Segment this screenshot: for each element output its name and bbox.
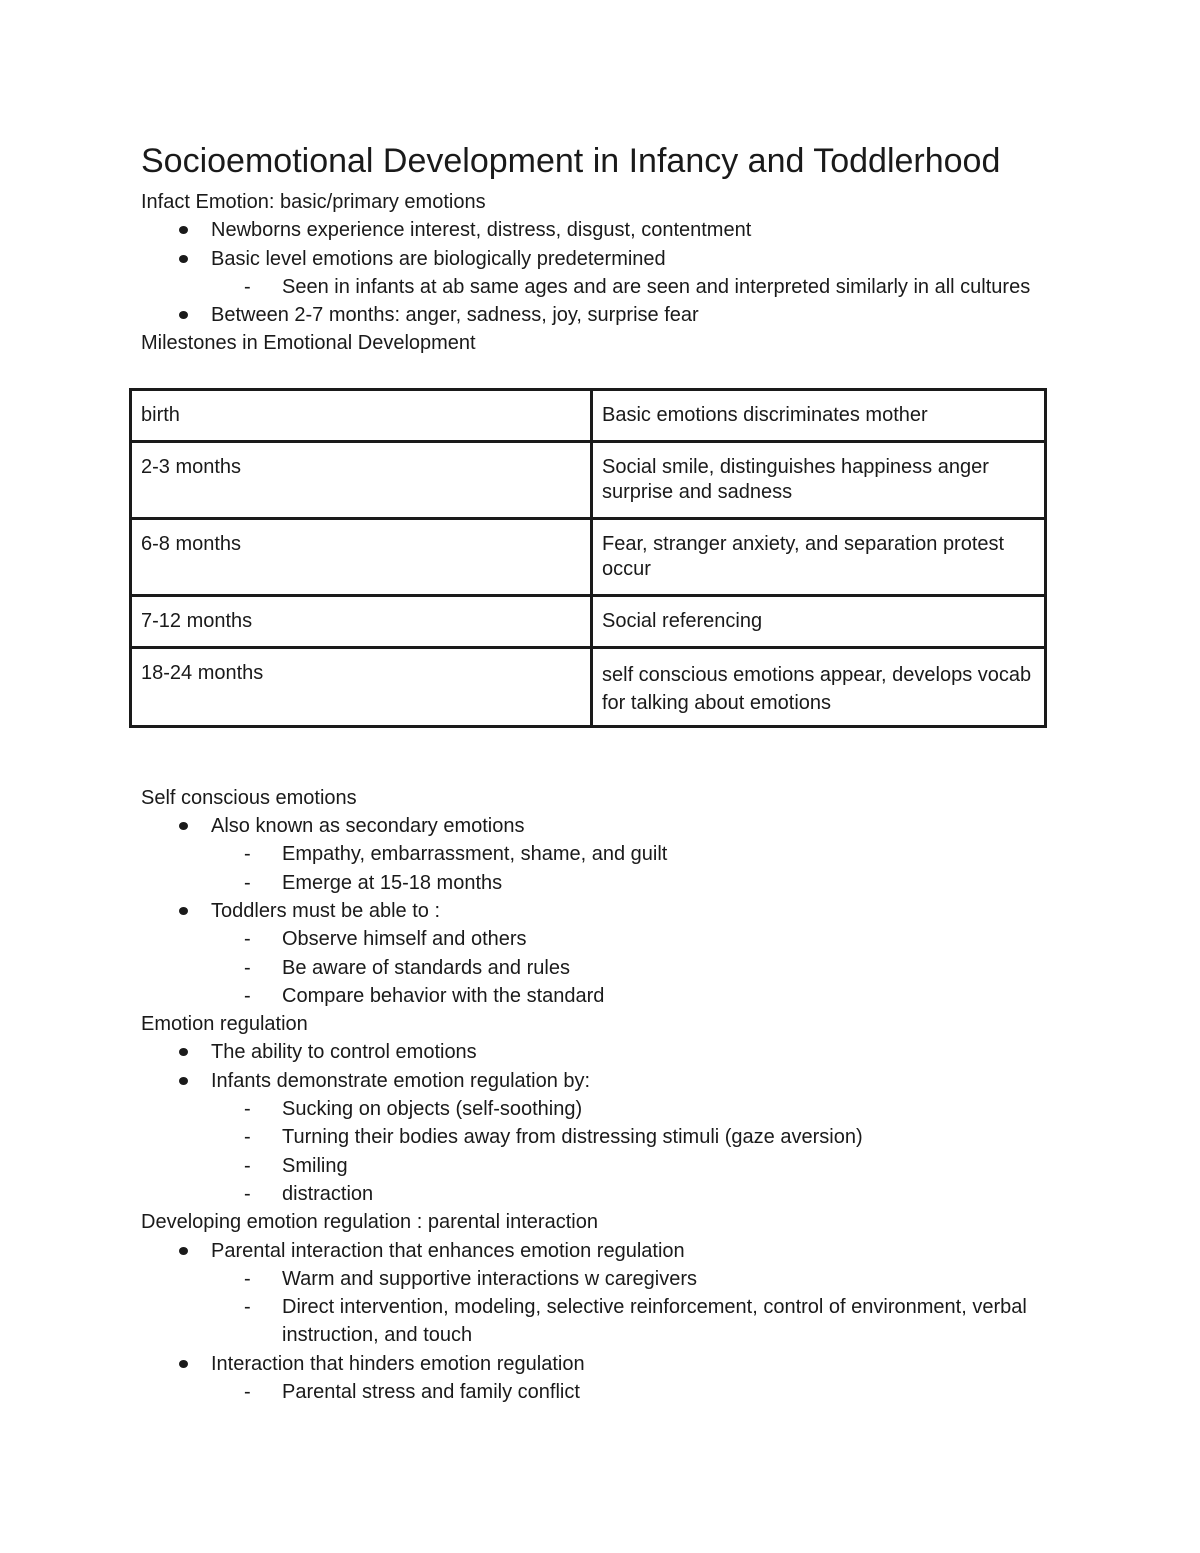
dash-marker: -	[244, 1098, 251, 1121]
dash-marker: -	[244, 1154, 251, 1177]
bullet-item	[141, 1038, 1061, 1066]
section-heading-emotion-regulation: Emotion regulation	[141, 1013, 308, 1036]
bullet-text: Interaction that hinders emotion regulation	[211, 1352, 585, 1375]
sub-text: Compare behavior with the standard	[282, 984, 605, 1007]
bullet-icon	[179, 1360, 188, 1368]
sub-list	[141, 840, 1061, 897]
bullet-list	[141, 1237, 1061, 1265]
bullet-icon	[179, 1048, 188, 1056]
document-page	[141, 140, 1061, 1406]
bullet-item	[141, 897, 1061, 925]
dash-marker: -	[244, 275, 251, 298]
bullet-text: The ability to control emotions	[211, 1041, 477, 1064]
sub-text: Warm and supportive interactions w caregivers	[282, 1267, 697, 1290]
sub-text: Parental stress and family conflict	[282, 1381, 580, 1404]
section-heading-self-conscious: Self conscious emotions	[141, 786, 357, 809]
sub-list	[141, 273, 1061, 301]
bullet-icon	[179, 907, 188, 915]
dash-marker: -	[244, 1182, 251, 1205]
bullet-list	[141, 1350, 1061, 1378]
sub-text: Be aware of standards and rules	[282, 956, 570, 979]
table-row	[131, 389, 1046, 441]
sub-item	[141, 982, 1061, 1010]
sub-list	[141, 1378, 1061, 1406]
section-heading-milestones: Milestones in Emotional Development	[141, 332, 476, 355]
sub-list	[141, 925, 1061, 1010]
table-cell-age: 2-3 months	[131, 441, 592, 518]
milestones-table-wrapper	[129, 388, 1047, 728]
bullet-list	[141, 216, 1061, 273]
bullet-list	[141, 1038, 1061, 1095]
sub-text: Sucking on objects (self-soothing)	[282, 1098, 583, 1121]
sub-item	[141, 840, 1061, 868]
spacer	[141, 728, 1061, 784]
dash-marker: -	[244, 843, 251, 866]
sub-text: Seen in infants at ab same ages and are seen and interpreted similarly in all cultures	[282, 275, 1031, 298]
bullet-list	[141, 897, 1061, 925]
sub-text: Smiling	[282, 1154, 348, 1177]
table-cell-milestone: Fear, stranger anxiety, and separation protest occur	[592, 518, 1046, 595]
bullet-icon	[179, 822, 188, 830]
dash-marker: -	[244, 1126, 251, 1149]
dash-marker: -	[244, 1296, 251, 1319]
bullet-text: Between 2-7 months: anger, sadness, joy, surprise fear	[211, 304, 699, 327]
table-row	[131, 647, 1046, 726]
sub-text: Emerge at 15-18 months	[282, 871, 503, 894]
sub-text: Observe himself and others	[282, 928, 527, 951]
sub-item	[141, 1293, 1061, 1350]
sub-item	[141, 954, 1061, 982]
bullet-item	[141, 1067, 1061, 1095]
milestones-table	[129, 388, 1047, 728]
sub-list	[141, 1095, 1061, 1208]
sub-text: distraction	[282, 1182, 374, 1205]
section-heading-infant-emotion: Infact Emotion: basic/primary emotions	[141, 191, 486, 213]
bullet-item	[141, 216, 1061, 244]
sub-text: Turning their bodies away from distressing stimuli (gaze aversion)	[282, 1126, 863, 1149]
bullet-text: Toddlers must be able to :	[211, 899, 441, 922]
bullet-text: Basic level emotions are biologically predetermined	[211, 247, 666, 270]
bullet-text: Newborns experience interest, distress, disgust, contentment	[211, 219, 752, 242]
sub-item	[141, 1378, 1061, 1406]
page-title: Socioemotional Development in Infancy and Toddlerhood	[141, 142, 1001, 180]
bullet-list	[141, 812, 1061, 840]
sub-item	[141, 1265, 1061, 1293]
bullet-icon	[179, 311, 188, 319]
sub-list	[141, 1265, 1061, 1350]
dash-marker: -	[244, 1267, 251, 1290]
table-cell-milestone: Basic emotions discriminates mother	[592, 389, 1046, 441]
sub-item	[141, 273, 1061, 301]
dash-marker: -	[244, 1381, 251, 1404]
table-cell-age: 7-12 months	[131, 595, 592, 647]
table-row	[131, 595, 1046, 647]
sub-item	[141, 1152, 1061, 1180]
bullet-text: Infants demonstrate emotion regulation by:	[211, 1069, 591, 1092]
bullet-item	[141, 301, 1061, 329]
dash-marker: -	[244, 956, 251, 979]
bullet-icon	[179, 226, 188, 234]
bullet-item	[141, 1237, 1061, 1265]
bullet-item	[141, 245, 1061, 273]
table-row	[131, 441, 1046, 518]
sub-text: Empathy, embarrassment, shame, and guilt	[282, 843, 668, 866]
bullet-item	[141, 1350, 1061, 1378]
table-cell-milestone: Social smile, distinguishes happiness anger surprise and sadness	[592, 441, 1046, 518]
dash-marker: -	[244, 928, 251, 951]
sub-text: Direct intervention, modeling, selective reinforcement, control of environment, verbal instruction, and touch	[282, 1296, 1027, 1347]
table-cell-milestone: self conscious emotions appear, develops vocab for talking about emotions	[592, 647, 1046, 726]
sub-item	[141, 1123, 1061, 1151]
bullet-icon	[179, 255, 188, 263]
sub-item	[141, 869, 1061, 897]
table-cell-age: 18-24 months	[131, 647, 592, 726]
table-cell-age: birth	[131, 389, 592, 441]
dash-marker: -	[244, 984, 251, 1007]
table-cell-age: 6-8 months	[131, 518, 592, 595]
table-row	[131, 518, 1046, 595]
bullet-text: Also known as secondary emotions	[211, 815, 525, 838]
section-heading-parental-interaction: Developing emotion regulation : parental interaction	[141, 1211, 598, 1234]
sub-item	[141, 925, 1061, 953]
dash-marker: -	[244, 871, 251, 894]
bullet-icon	[179, 1247, 188, 1255]
bullet-item	[141, 812, 1061, 840]
sub-item	[141, 1095, 1061, 1123]
bullet-list	[141, 301, 1061, 329]
bullet-icon	[179, 1077, 188, 1085]
table-cell-milestone: Social referencing	[592, 595, 1046, 647]
sub-item	[141, 1180, 1061, 1208]
bullet-text: Parental interaction that enhances emotion regulation	[211, 1239, 685, 1262]
